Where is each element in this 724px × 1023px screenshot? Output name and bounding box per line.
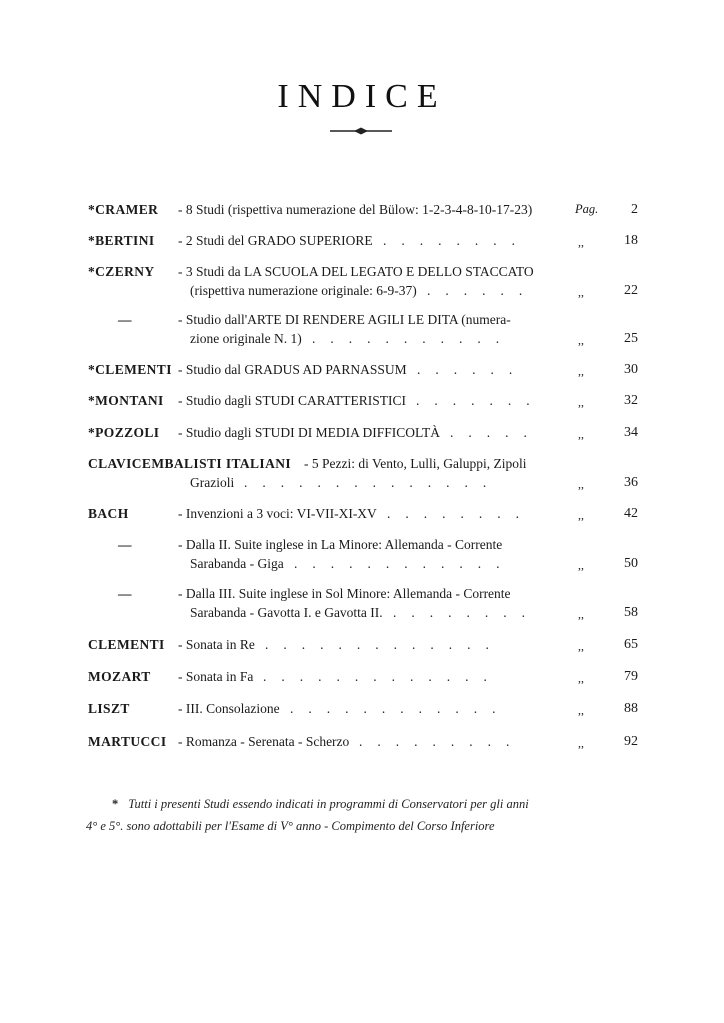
dot-leader: ............. [265,637,504,652]
entry-description: (rispettiva numerazione originale: 6-9-37) [190,283,417,298]
dot-leader: ........... [312,331,515,346]
entry-description: - 8 Studi (rispettiva numerazione del Bülow: 1-2-3-4-8-10-17-23) [178,202,533,217]
page-number: 36 [624,475,638,490]
footnote [86,793,646,837]
composer-name: *MONTANI [88,393,164,408]
composer-name: *CZERNY [88,264,155,279]
composer-name: *CRAMER [88,202,159,217]
page-title: INDICE [277,78,447,115]
page-number: 22 [624,283,638,298]
ditto-mark: ,, [578,736,584,750]
page-number: 2 [631,202,638,217]
composer-name: *CLEMENTI [88,362,172,377]
entry-description: - Studio dagli STUDI CARATTERISTICI [178,393,406,408]
ditto-mark: ,, [578,364,584,378]
ditto-mark: ,, [578,607,584,621]
entry-description: - Romanza - Serenata - Scherzo [178,734,350,749]
page-number: 79 [624,669,638,684]
dot-leader: ........ [393,605,540,620]
composer-name: *POZZOLI [88,425,160,440]
page-number: 50 [624,556,638,571]
dot-leader: ..... [450,425,542,440]
ditto-mark: ,, [578,235,584,249]
entry-description: - Sonata in Fa [178,669,254,684]
footnote-line-1: Tutti i presenti Studi essendo indicati in programmi di Conservatori per gli anni [128,797,529,811]
ditto-mark: ,, [578,508,584,522]
composer-name: MARTUCCI [88,734,167,749]
entry-description: - Dalla III. Suite inglese in Sol Minore: Allemanda - Corrente [178,586,511,601]
page-number: 34 [624,425,638,440]
composer-name: CLAVICEMBALISTI ITALIANI [88,456,292,471]
dot-leader: ........ [387,506,534,521]
page-number: 32 [624,393,638,408]
ditto-mark: ,, [578,703,584,717]
entry-description: zione originale N. 1) [190,331,302,346]
entry-description: - 5 Pezzi: di Vento, Lulli, Galuppi, Zipoli [304,456,527,471]
page-number: 25 [624,331,638,346]
entry-description: - Studio dall'ARTE DI RENDERE AGILI LE DITA (numera- [178,312,511,327]
ditto-mark: ,, [578,333,584,347]
entry-description: - 3 Studi da LA SCUOLA DEL LEGATO E DELLO STACCATO [178,264,534,279]
ditto-mark: ,, [578,639,584,653]
dot-leader: ......... [359,734,525,749]
page-number: 42 [624,506,638,521]
page-number: 18 [624,233,638,248]
page-number: 92 [624,734,638,749]
page-number: 88 [624,701,638,716]
composer-name: — [118,312,132,327]
composer-name: LISZT [88,701,130,716]
composer-name: MOZART [88,669,151,684]
dot-leader: ...... [417,362,528,377]
composer-name: BACH [88,506,129,521]
dot-leader: ....... [416,393,545,408]
dot-leader: ............ [290,701,511,716]
entry-description: - 2 Studi del GRADO SUPERIORE [178,233,373,248]
footnote-asterisk: * [112,797,119,811]
entry-description: - Studio dagli STUDI DI MEDIA DIFFICOLTÀ [178,425,441,440]
ditto-mark: ,, [578,395,584,409]
entry-description: Sarabanda - Giga [190,556,284,571]
dot-leader: ............ [294,556,515,571]
composer-name: *BERTINI [88,233,155,248]
page-label: Pag. [575,202,599,216]
footnote-line-2: 4° e 5°. sono adottabili per l'Esame di V° anno - Compimento del Corso Inferiore [86,819,495,833]
dot-leader: ............. [263,669,502,684]
entry-description: - III. Consolazione [178,701,280,716]
ditto-mark: ,, [578,427,584,441]
ditto-mark: ,, [578,671,584,685]
dot-leader: ........ [383,233,530,248]
entry-description: - Invenzioni a 3 voci: VI-VII-XI-XV [178,506,377,521]
dot-leader: .............. [244,475,502,490]
entry-description: - Studio dal GRADUS AD PARNASSUM [178,362,407,377]
entry-description: - Dalla II. Suite inglese in La Minore: Allemanda - Corrente [178,537,503,552]
composer-name: — [118,586,132,601]
entry-description: Grazioli [190,475,235,490]
page-number: 58 [624,605,638,620]
ditto-mark: ,, [578,477,584,491]
ditto-mark: ,, [578,558,584,572]
page-number: 30 [624,362,638,377]
composer-name: CLEMENTI [88,637,165,652]
composer-name: — [118,537,132,552]
dot-leader: ...... [427,283,538,298]
entry-description: - Sonata in Re [178,637,255,652]
entry-description: Sarabanda - Gavotta I. e Gavotta II. [190,605,383,620]
ditto-mark: ,, [578,285,584,299]
page-number: 65 [624,637,638,652]
